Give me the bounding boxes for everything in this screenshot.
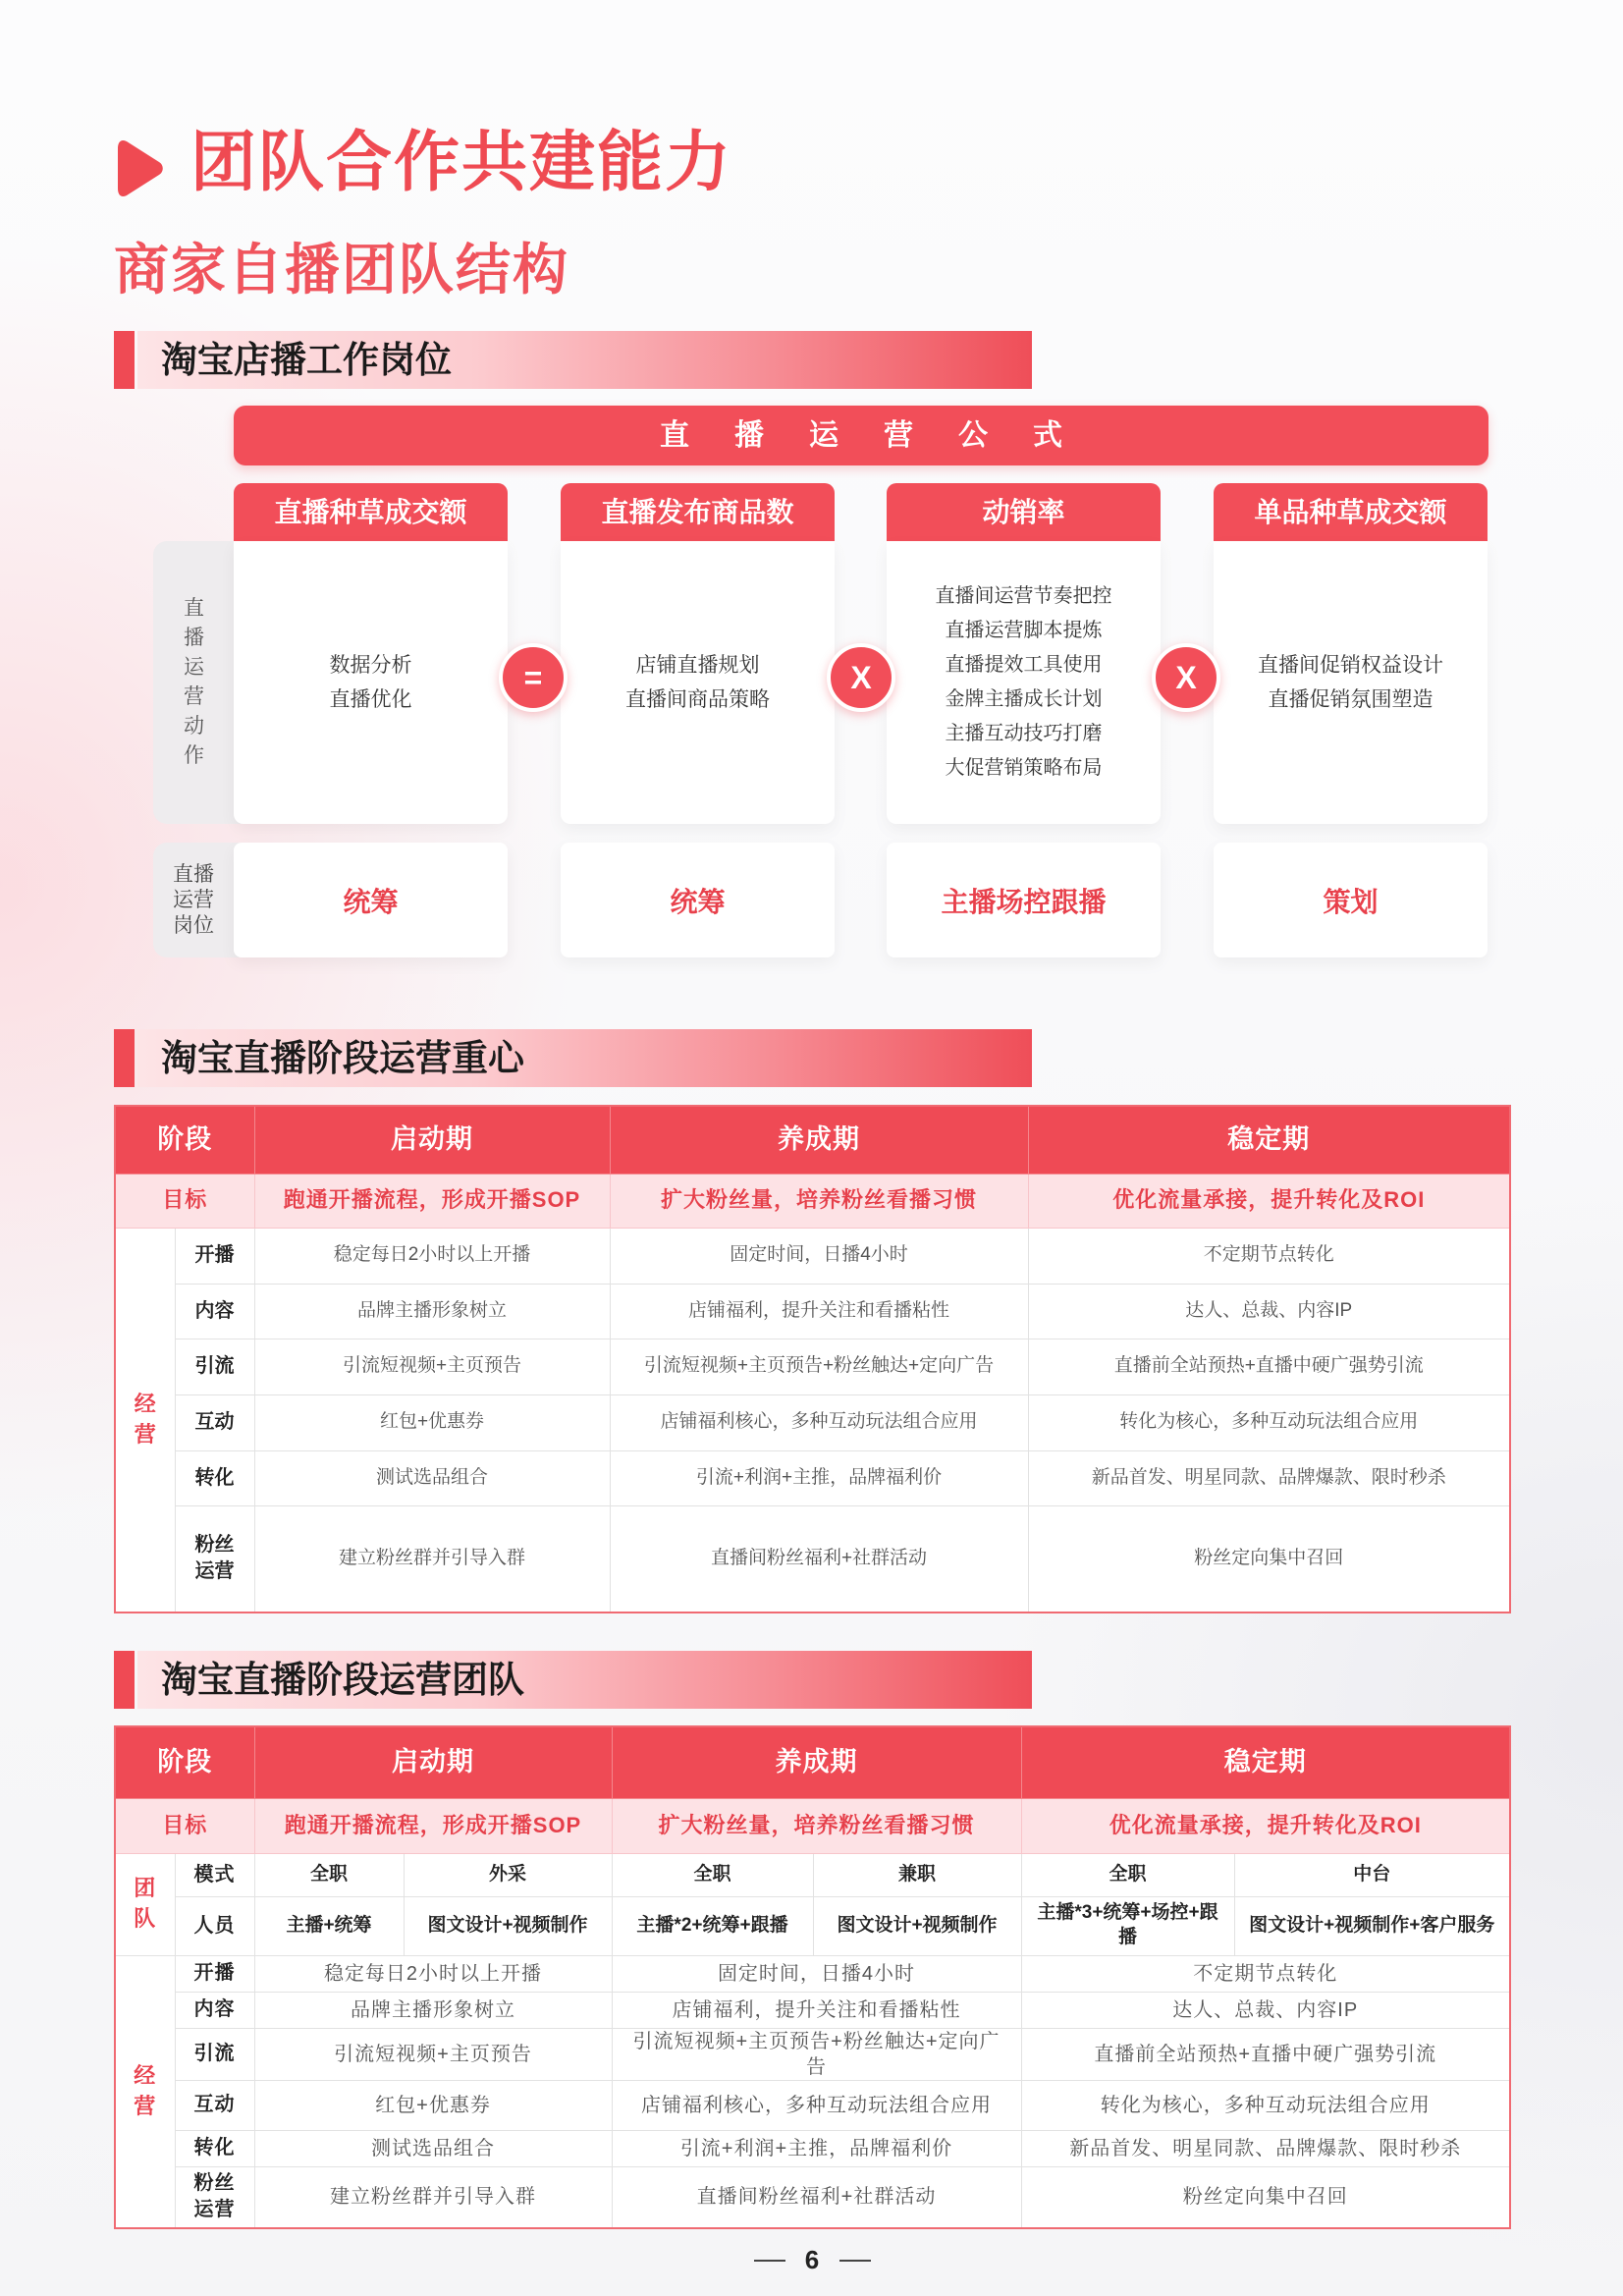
section-marker <box>114 331 135 389</box>
team-mode-cell: 中台 <box>1234 1853 1510 1896</box>
page-number-dash <box>839 2260 871 2262</box>
table-cell: 测试选品组合 <box>254 2130 612 2166</box>
table-cell: 直播前全站预热+直播中硬广强势引流 <box>1021 2028 1510 2080</box>
page-number: 6 <box>804 2245 820 2274</box>
formula-column-header: 直播发布商品数 <box>561 483 835 541</box>
table-cell: 不定期节点转化 <box>1021 1955 1510 1992</box>
table-cell: 稳定每日2小时以上开播 <box>254 1955 612 1992</box>
group-label: 经营 <box>134 2062 157 2118</box>
table-cell: 品牌主播形象树立 <box>254 1992 612 2028</box>
team-staff-cell: 主播+统筹 <box>254 1896 404 1955</box>
side-label-roles: 直播运营岗位 <box>173 862 215 937</box>
section-heading-text: 淘宝直播阶段运营团队 <box>161 1660 524 1700</box>
table-cell: 红包+优惠券 <box>254 1394 610 1450</box>
table-cell: 引流短视频+主页预告 <box>254 2028 612 2080</box>
action-line: 主播互动技巧打磨 <box>945 723 1103 744</box>
goal-label: 目标 <box>115 1798 254 1853</box>
action-line: 直播间商品策略 <box>625 688 770 711</box>
table-cell: 建立粉丝群并引导入群 <box>254 1505 610 1613</box>
side-label-panel-actions <box>153 541 243 824</box>
table-row <box>115 1450 1510 1505</box>
table-cell: 店铺福利，提升关注和看播粘性 <box>610 1284 1028 1339</box>
table-cell: 达人、总裁、内容IP <box>1021 1992 1510 2028</box>
team-mode-cell: 全职 <box>254 1853 404 1896</box>
row-label-cell <box>175 2166 254 2228</box>
row-label: 互动 <box>194 1411 235 1433</box>
goal-cell: 跑通开播流程，形成开播SOP <box>254 1798 612 1853</box>
row-label: 引流 <box>194 1355 235 1377</box>
team-staff-cell: 图文设计+视频制作 <box>404 1896 612 1955</box>
header-cell-growth: 养成期 <box>612 1726 1021 1798</box>
formula-title: 直播运营公式 <box>660 419 1108 452</box>
section-heading-text: 淘宝直播阶段运营重心 <box>161 1038 524 1078</box>
formula-card-actions <box>561 541 835 824</box>
row-label-cell <box>175 1853 254 1896</box>
table-cell: 店铺福利核心，多种互动玩法组合应用 <box>612 2080 1021 2130</box>
page-subtitle: 商家自播团队结构 <box>114 239 569 301</box>
row-label-cell <box>175 1339 254 1394</box>
row-label-cell <box>175 1228 254 1284</box>
table-cell: 店铺福利核心，多种互动玩法组合应用 <box>610 1394 1028 1450</box>
side-label-actions: 直播运营动作 <box>184 597 205 767</box>
group-label: 团队 <box>134 1876 157 1931</box>
table-cell: 转化为核心，多种互动玩法组合应用 <box>1021 2080 1510 2130</box>
action-line: 直播优化 <box>329 688 412 711</box>
formula-column-header: 直播种草成交额 <box>234 483 508 541</box>
table-row <box>115 2028 1510 2080</box>
action-line: 直播提效工具使用 <box>945 654 1103 676</box>
table-cell: 固定时间，日播4小时 <box>612 1955 1021 1992</box>
group-cell-operations <box>115 1228 175 1613</box>
table-row <box>115 1394 1510 1450</box>
team-staff-row <box>115 1896 1510 1955</box>
section-heading-text: 淘宝店播工作岗位 <box>161 340 452 380</box>
table-row <box>115 1505 1510 1613</box>
row-label: 内容 <box>194 1299 235 1322</box>
table-cell: 稳定每日2小时以上开播 <box>254 1228 610 1284</box>
row-label: 转化 <box>194 1466 235 1489</box>
action-line: 店铺直播规划 <box>635 654 760 677</box>
table-cell: 测试选品组合 <box>254 1450 610 1505</box>
goal-label: 目标 <box>115 1174 254 1228</box>
formula-card-actions <box>1214 541 1488 824</box>
table-cell: 新品首发、明星同款、品牌爆款、限时秒杀 <box>1028 1450 1510 1505</box>
table-cell: 达人、总裁、内容IP <box>1028 1284 1510 1339</box>
page-number-dash <box>754 2260 785 2262</box>
row-label-cell <box>175 1896 254 1955</box>
table-cell: 引流+利润+主推，品牌福利价 <box>612 2130 1021 2166</box>
row-label-cell <box>175 1992 254 2028</box>
table-cell: 店铺福利，提升关注和看播粘性 <box>612 1992 1021 2028</box>
row-label: 开播 <box>194 1244 235 1266</box>
action-line: 大促营销策略布局 <box>945 757 1103 779</box>
formula-card-actions <box>234 541 508 824</box>
team-mode-cell: 全职 <box>612 1853 813 1896</box>
table-cell: 引流短视频+主页预告 <box>254 1339 610 1394</box>
team-staff-cell: 图文设计+视频制作 <box>813 1896 1021 1955</box>
equals-operator: = <box>499 643 568 712</box>
section-marker <box>114 1651 135 1709</box>
table-cell: 引流短视频+主页预告+粉丝触达+定向广告 <box>612 2028 1021 2080</box>
section-heading-job-roles <box>137 331 1032 389</box>
table-header-row <box>115 1726 1510 1798</box>
action-line: 直播间促销权益设计 <box>1258 654 1443 677</box>
table-cell: 引流短视频+主页预告+粉丝触达+定向广告 <box>610 1339 1028 1394</box>
formula-column-header: 单品种草成交额 <box>1214 483 1488 541</box>
table-cell: 粉丝定向集中召回 <box>1028 1505 1510 1613</box>
row-label: 模式 <box>193 1863 236 1886</box>
table-row <box>115 2080 1510 2130</box>
table-cell: 红包+优惠券 <box>254 2080 612 2130</box>
action-line: 数据分析 <box>329 654 412 677</box>
section-marker <box>114 1029 135 1087</box>
row-label: 转化 <box>193 2137 236 2159</box>
table-cell: 引流+利润+主推，品牌福利价 <box>610 1450 1028 1505</box>
row-label: 人员 <box>193 1914 236 1937</box>
group-cell-team <box>115 1853 175 1955</box>
row-label-cell <box>175 2130 254 2166</box>
row-label-cell <box>175 2028 254 2080</box>
table-row <box>115 1339 1510 1394</box>
header-cell-stage: 阶段 <box>115 1726 254 1798</box>
formula-column-header: 动销率 <box>887 483 1161 541</box>
page-title: 团队合作共建能力 <box>190 126 732 199</box>
goal-cell: 优化流量承接，提升转化及ROI <box>1028 1174 1510 1228</box>
row-label: 粉丝运营 <box>193 2172 236 2221</box>
header-cell-stage: 阶段 <box>115 1106 254 1174</box>
table-cell: 直播前全站预热+直播中硬广强势引流 <box>1028 1339 1510 1394</box>
formula-card-actions <box>887 541 1161 824</box>
table-row <box>115 1955 1510 1992</box>
table-row <box>115 2130 1510 2166</box>
table-row <box>115 1992 1510 2028</box>
action-line: 金牌主播成长计划 <box>945 688 1103 710</box>
action-line: 直播运营脚本提炼 <box>945 620 1103 641</box>
row-label-cell <box>175 1955 254 1992</box>
header-cell-launch: 启动期 <box>254 1726 612 1798</box>
action-line: 直播促销氛围塑造 <box>1268 688 1434 711</box>
row-label-cell <box>175 1394 254 1450</box>
table-cell: 建立粉丝群并引导入群 <box>254 2166 612 2228</box>
row-label: 引流 <box>193 2043 236 2064</box>
table-cell: 不定期节点转化 <box>1028 1228 1510 1284</box>
table-cell: 直播间粉丝福利+社群活动 <box>612 2166 1021 2228</box>
multiply-operator: X <box>827 643 895 712</box>
section-heading-stage-team <box>137 1651 1032 1709</box>
table-cell: 新品首发、明星同款、品牌爆款、限时秒杀 <box>1021 2130 1510 2166</box>
row-label-cell <box>175 1450 254 1505</box>
role-card: 主播场控跟播 <box>887 843 1161 957</box>
section-heading-stage-focus <box>137 1029 1032 1087</box>
row-label: 粉丝运营 <box>194 1534 235 1583</box>
role-card: 统筹 <box>561 843 835 957</box>
team-mode-cell: 外采 <box>404 1853 612 1896</box>
team-staff-cell: 主播*3+统筹+场控+跟播 <box>1021 1896 1234 1955</box>
goal-row <box>115 1798 1510 1853</box>
row-label-cell <box>175 1284 254 1339</box>
team-mode-cell: 兼职 <box>813 1853 1021 1896</box>
goal-cell: 跑通开播流程，形成开播SOP <box>254 1174 610 1228</box>
table-cell: 粉丝定向集中召回 <box>1021 2166 1510 2228</box>
table-header-row <box>115 1106 1510 1174</box>
team-staff-cell: 主播*2+统筹+跟播 <box>612 1896 813 1955</box>
role-card: 策划 <box>1214 843 1488 957</box>
multiply-operator: X <box>1152 643 1220 712</box>
header-cell-launch: 启动期 <box>254 1106 610 1174</box>
row-label: 互动 <box>193 2094 236 2115</box>
row-label-cell <box>175 2080 254 2130</box>
table-row <box>115 1284 1510 1339</box>
formula-banner <box>234 406 1488 465</box>
side-label-panel-roles <box>153 843 243 957</box>
header-cell-stable: 稳定期 <box>1021 1726 1510 1798</box>
role-card: 统筹 <box>234 843 508 957</box>
table-cell: 品牌主播形象树立 <box>254 1284 610 1339</box>
goal-cell: 优化流量承接，提升转化及ROI <box>1021 1798 1510 1853</box>
goal-cell: 扩大粉丝量，培养粉丝看播习惯 <box>610 1174 1028 1228</box>
goal-cell: 扩大粉丝量，培养粉丝看播习惯 <box>612 1798 1021 1853</box>
action-line: 直播间运营节奏把控 <box>935 585 1112 607</box>
table-cell: 转化为核心，多种互动玩法组合应用 <box>1028 1394 1510 1450</box>
row-label: 开播 <box>193 1962 236 1984</box>
stage-team-table <box>114 1725 1511 2229</box>
row-label-cell <box>175 1505 254 1613</box>
goal-row <box>115 1174 1510 1228</box>
header-cell-stable: 稳定期 <box>1028 1106 1510 1174</box>
table-row <box>115 1228 1510 1284</box>
group-label: 经营 <box>134 1391 156 1447</box>
team-mode-row <box>115 1853 1510 1896</box>
table-cell: 直播间粉丝福利+社群活动 <box>610 1505 1028 1613</box>
play-icon <box>117 139 164 197</box>
table-row <box>115 2166 1510 2228</box>
team-staff-cell: 图文设计+视频制作+客户服务 <box>1234 1896 1510 1955</box>
team-mode-cell: 全职 <box>1021 1853 1234 1896</box>
table-cell: 固定时间，日播4小时 <box>610 1228 1028 1284</box>
header-cell-growth: 养成期 <box>610 1106 1028 1174</box>
row-label: 内容 <box>193 1998 236 2020</box>
group-cell-operations <box>115 1955 175 2228</box>
stage-focus-table <box>114 1105 1511 1613</box>
